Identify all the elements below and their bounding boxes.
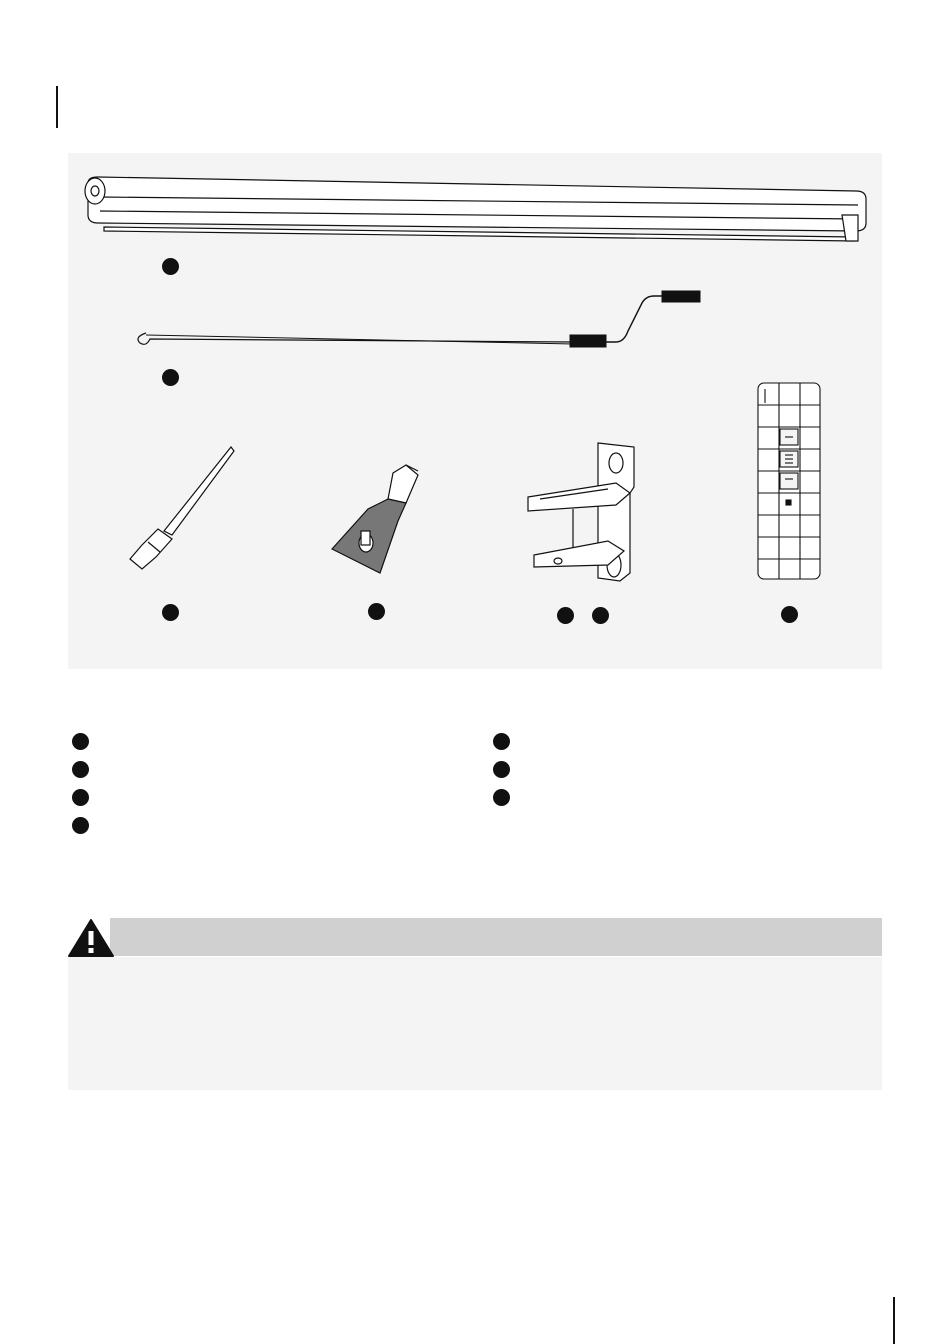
callout-bracket-b: [592, 607, 609, 624]
legend-number: [493, 761, 510, 778]
callout-crank-rod: [162, 369, 179, 386]
spanner-illustration: [332, 465, 418, 573]
parts-illustration: [68, 153, 882, 669]
wall-bracket-illustration: [528, 443, 634, 581]
callout-bracket-a: [557, 607, 574, 624]
remote-control-illustration: [758, 383, 820, 579]
legend-number: [72, 733, 89, 750]
legend-number: [72, 817, 89, 834]
hex-key-illustration: [130, 447, 234, 569]
warning-header-bar: [110, 918, 882, 956]
callout-hex-key: [162, 604, 179, 621]
callout-roller-blind: [162, 258, 179, 275]
page-margin-rule-right: [893, 1297, 895, 1344]
roller-blind-illustration: [85, 177, 866, 241]
parts-illustration-panel: [68, 153, 882, 669]
legend-number: [72, 789, 89, 806]
callout-remote: [781, 606, 798, 623]
crank-rod-illustration: [138, 291, 700, 347]
warning-content-box: [68, 957, 882, 1090]
exclamation-triangle-icon: [67, 918, 115, 958]
legend-number: [493, 733, 510, 750]
legend-number: [493, 789, 510, 806]
legend-number: [72, 761, 89, 778]
page-margin-rule-left: [56, 86, 58, 128]
callout-spanner: [368, 603, 385, 620]
